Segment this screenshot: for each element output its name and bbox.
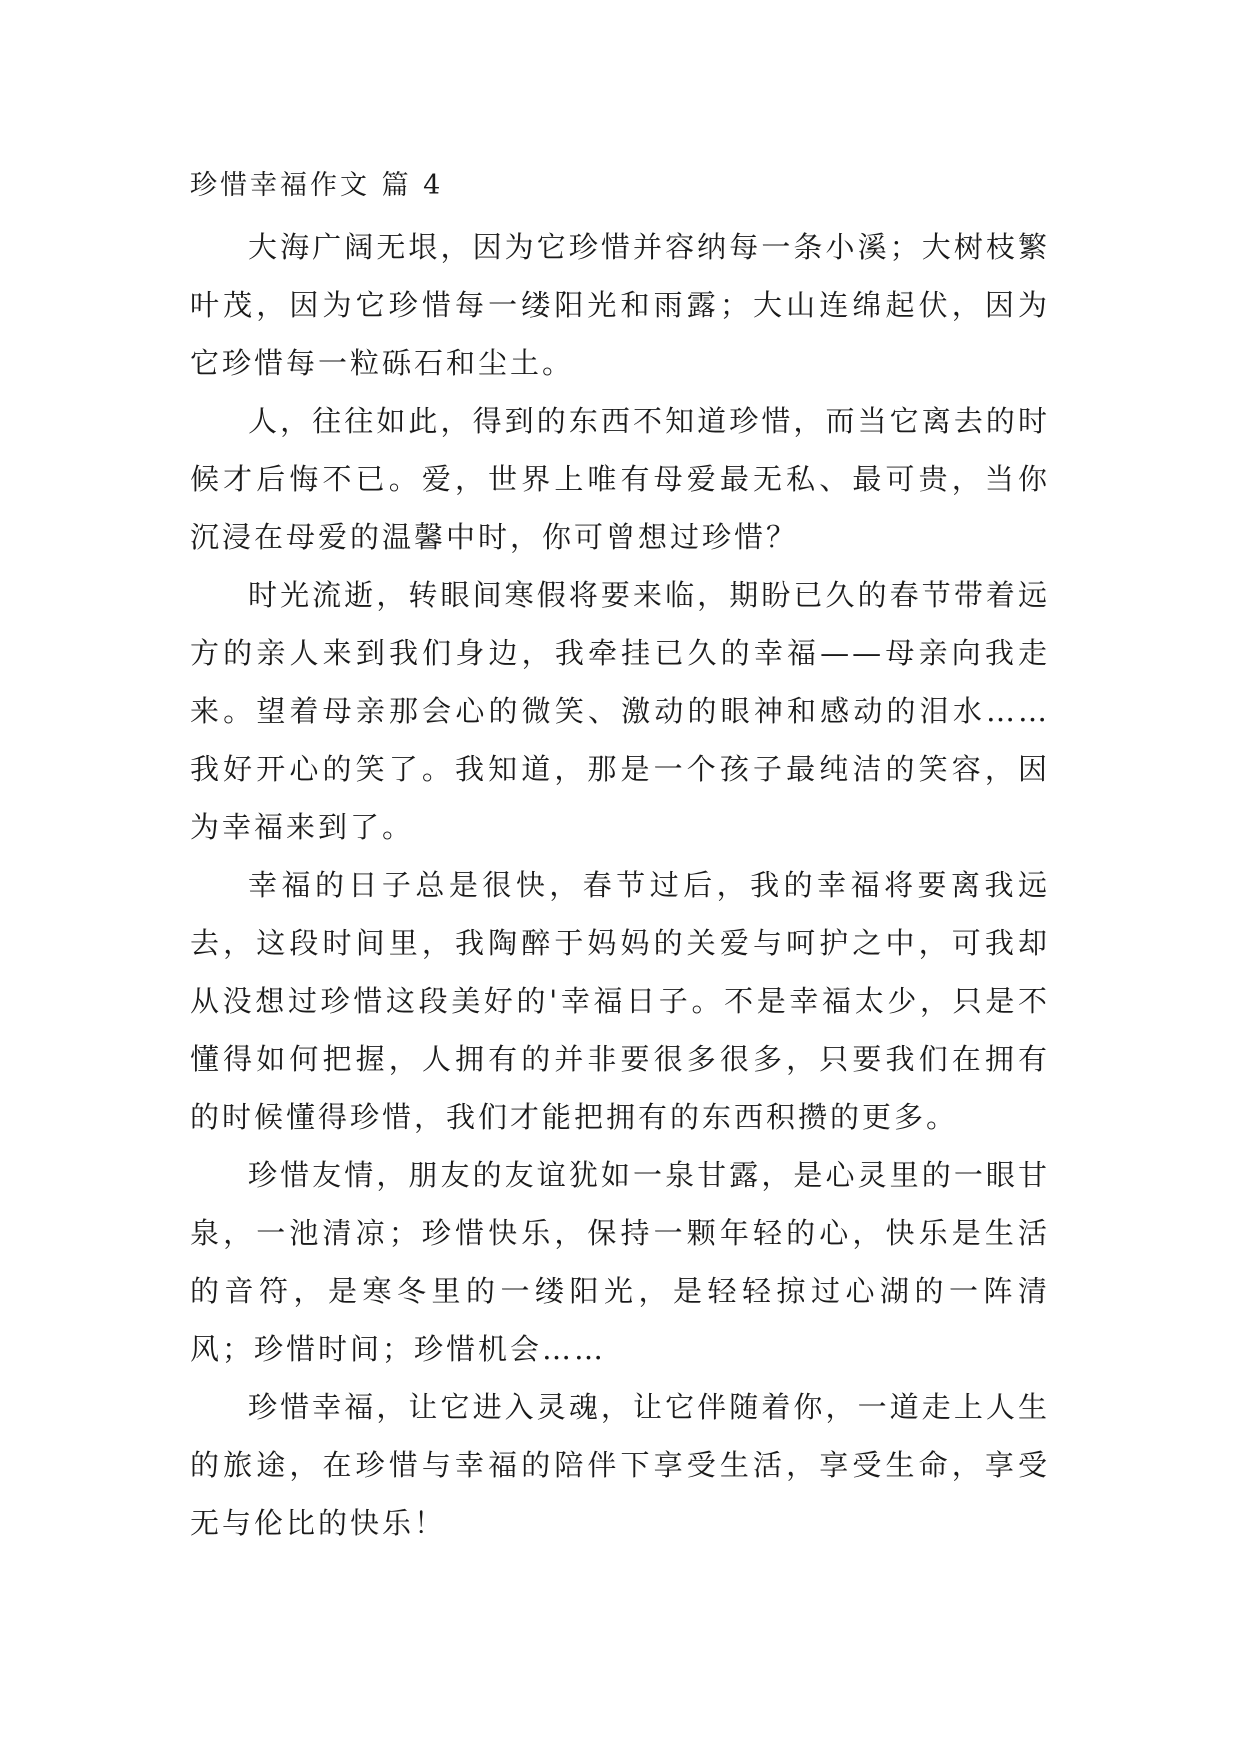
paragraph-5: 珍惜友情，朋友的友谊犹如一泉甘露，是心灵里的一眼甘泉，一池清凉；珍惜快乐，保持一颗年轻的心，快乐是生活的音符，是寒冬里的一缕阳光，是轻轻掠过心湖的一阵清风；珍惜时间；珍惜机会…… (190, 1158, 1050, 1366)
paragraph-1: 大海广阔无垠，因为它珍惜并容纳每一条小溪；大树枝繁叶茂，因为它珍惜每一缕阳光和雨露；大山连绵起伏，因为它珍惜每一粒砾石和尘土。 (190, 230, 1050, 380)
paragraph-2: 人，往往如此，得到的东西不知道珍惜，而当它离去的时候才后悔不已。爱，世界上唯有母爱最无私、最可贵，当你沉浸在母爱的温馨中时，你可曾想过珍惜？ (190, 404, 1050, 554)
document-page (190, 166, 1050, 1552)
paragraph-4: 幸福的日子总是很快，春节过后，我的幸福将要离我远去，这段时间里，我陶醉于妈妈的关爱与呵护之中，可我却从没想过珍惜这段美好的'幸福日子。不是幸福太少，只是不懂得如何把握，人拥有的并非要很多很多，只要我们在拥有的时候懂得珍惜，我们才能把拥有的东西积攒的更多。 (190, 868, 1050, 1134)
paragraph-6: 珍惜幸福，让它进入灵魂，让它伴随着你，一道走上人生的旅途，在珍惜与幸福的陪伴下享受生活，享受生命，享受无与伦比的快乐！ (190, 1390, 1050, 1540)
document-title: 珍惜幸福作文 篇 4 (190, 170, 444, 201)
paragraph-3: 时光流逝，转眼间寒假将要来临，期盼已久的春节带着远方的亲人来到我们身边，我牵挂已久的幸福——母亲向我走来。望着母亲那会心的微笑、激动的眼神和感动的泪水……我好开心的笑了。我知道，那是一个孩子最纯洁的笑容，因为幸福来到了。 (190, 578, 1050, 844)
